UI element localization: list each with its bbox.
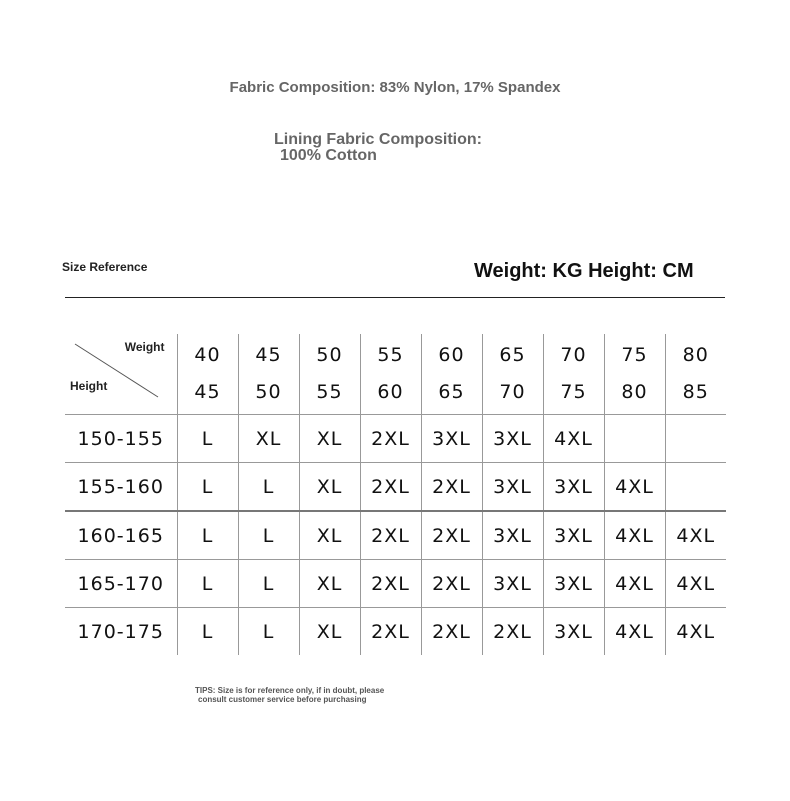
size-cell: 4XL bbox=[665, 560, 726, 608]
lining-composition bbox=[274, 132, 482, 164]
table-row bbox=[65, 608, 726, 656]
height-range: 165-170 bbox=[65, 560, 177, 608]
size-cell: 4XL bbox=[665, 608, 726, 656]
size-cell: 4XL bbox=[543, 415, 604, 463]
fabric-composition: Fabric Composition: 83% Nylon, 17% Spandex bbox=[229, 79, 561, 96]
corner-weight-label: Weight bbox=[124, 340, 165, 354]
size-cell: 3XL bbox=[543, 608, 604, 656]
size-cell: 2XL bbox=[360, 511, 421, 560]
table-row bbox=[65, 511, 726, 560]
height-range: 155-160 bbox=[65, 463, 177, 512]
weight-to: 50 bbox=[255, 381, 282, 403]
units-label: Weight: KG Height: CM bbox=[474, 260, 694, 282]
weight-from: 75 bbox=[621, 344, 648, 366]
size-cell: XL bbox=[299, 415, 360, 463]
weight-header-2 bbox=[299, 334, 360, 415]
weight-from: 65 bbox=[499, 344, 526, 366]
weight-from: 60 bbox=[438, 344, 465, 366]
size-cell: L bbox=[177, 415, 238, 463]
weight-from: 55 bbox=[377, 344, 404, 366]
weight-from: 50 bbox=[316, 344, 343, 366]
size-cell: 3XL bbox=[543, 463, 604, 512]
size-cell: 3XL bbox=[482, 511, 543, 560]
height-range: 170-175 bbox=[65, 608, 177, 656]
weight-header-4 bbox=[421, 334, 482, 415]
weight-header-3 bbox=[360, 334, 421, 415]
size-cell: 2XL bbox=[421, 511, 482, 560]
weight-to: 75 bbox=[560, 381, 587, 403]
size-cell: XL bbox=[299, 511, 360, 560]
table-row bbox=[65, 415, 726, 463]
size-cell: 2XL bbox=[360, 560, 421, 608]
size-cell: 2XL bbox=[421, 608, 482, 656]
size-cell: L bbox=[177, 463, 238, 512]
size-cell: L bbox=[177, 608, 238, 656]
size-cell: L bbox=[238, 560, 299, 608]
weight-from: 40 bbox=[194, 344, 221, 366]
size-cell: 4XL bbox=[665, 511, 726, 560]
height-range: 160-165 bbox=[65, 511, 177, 560]
size-cell: 2XL bbox=[360, 415, 421, 463]
size-cell: L bbox=[177, 511, 238, 560]
size-cell: XL bbox=[299, 463, 360, 512]
size-cell: 4XL bbox=[604, 608, 665, 656]
size-reference-label: Size Reference bbox=[62, 260, 148, 274]
weight-to: 85 bbox=[682, 381, 709, 403]
weight-to: 70 bbox=[499, 381, 526, 403]
tips-note bbox=[195, 686, 384, 704]
weight-to: 60 bbox=[377, 381, 404, 403]
size-cell: L bbox=[238, 608, 299, 656]
size-cell: 3XL bbox=[482, 560, 543, 608]
lining-value: 100% Cotton bbox=[280, 147, 377, 164]
size-table bbox=[65, 334, 726, 655]
size-cell: 2XL bbox=[360, 608, 421, 656]
tips-line-1: TIPS: Size is for reference only, if in doubt, please bbox=[195, 686, 385, 695]
weight-from: 45 bbox=[255, 344, 282, 366]
size-cell: 4XL bbox=[604, 463, 665, 512]
size-cell: 3XL bbox=[482, 463, 543, 512]
size-cell: XL bbox=[238, 415, 299, 463]
weight-header-1 bbox=[238, 334, 299, 415]
header-row bbox=[65, 334, 726, 415]
size-cell: L bbox=[238, 463, 299, 512]
divider bbox=[65, 297, 725, 298]
size-cell bbox=[665, 463, 726, 512]
weight-to: 55 bbox=[316, 381, 343, 403]
table-row bbox=[65, 560, 726, 608]
size-cell bbox=[665, 415, 726, 463]
weight-header-6 bbox=[543, 334, 604, 415]
weight-header-7 bbox=[604, 334, 665, 415]
size-cell: 2XL bbox=[482, 608, 543, 656]
size-cell: 4XL bbox=[604, 560, 665, 608]
size-cell: L bbox=[177, 560, 238, 608]
weight-header-8 bbox=[665, 334, 726, 415]
lining-title: Lining Fabric Composition: bbox=[274, 131, 482, 148]
table-row bbox=[65, 463, 726, 512]
weight-to: 65 bbox=[438, 381, 465, 403]
size-cell: 4XL bbox=[604, 511, 665, 560]
size-cell: 2XL bbox=[360, 463, 421, 512]
weight-from: 80 bbox=[682, 344, 709, 366]
weight-header-5 bbox=[482, 334, 543, 415]
size-cell: XL bbox=[299, 608, 360, 656]
size-cell: 3XL bbox=[543, 560, 604, 608]
size-cell: 2XL bbox=[421, 560, 482, 608]
size-cell: 3XL bbox=[421, 415, 482, 463]
corner-cell bbox=[65, 334, 177, 415]
size-cell bbox=[604, 415, 665, 463]
weight-to: 80 bbox=[621, 381, 648, 403]
tips-line-2: consult customer service before purchasing bbox=[198, 695, 367, 704]
size-cell: 3XL bbox=[543, 511, 604, 560]
weight-from: 70 bbox=[560, 344, 587, 366]
size-cell: 3XL bbox=[482, 415, 543, 463]
size-cell: 2XL bbox=[421, 463, 482, 512]
weight-header-0 bbox=[177, 334, 238, 415]
size-cell: XL bbox=[299, 560, 360, 608]
weight-to: 45 bbox=[194, 381, 221, 403]
size-cell: L bbox=[238, 511, 299, 560]
height-range: 150-155 bbox=[65, 415, 177, 463]
corner-height-label: Height bbox=[70, 379, 108, 393]
